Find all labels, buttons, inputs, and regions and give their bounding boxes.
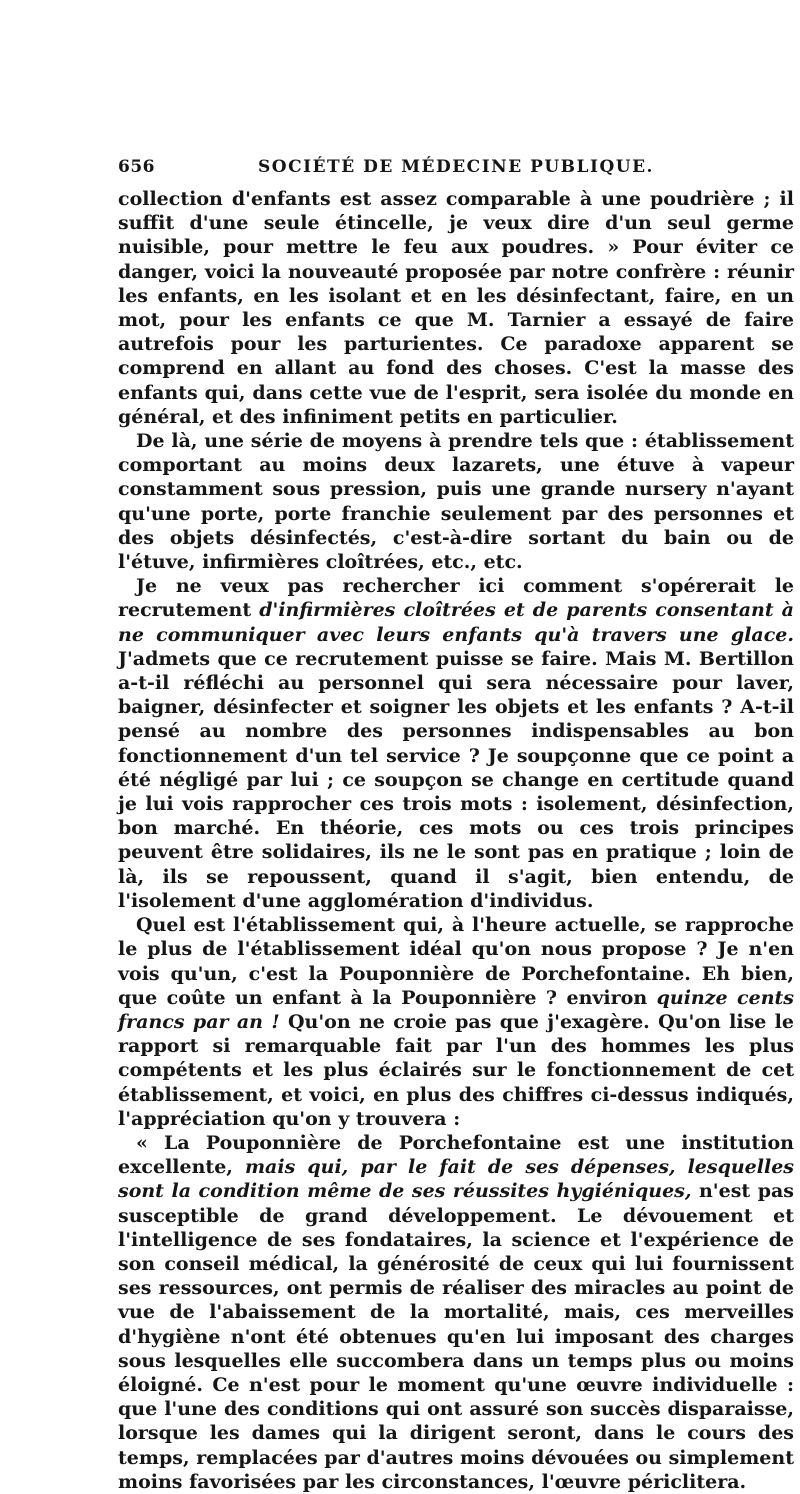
paragraph [118,429,794,574]
text-segment: J'admets que ce recrutement puisse se faire. Mais M. Bertillon a-t-il réfléchi au personnel qui sera nécessaire pour laver, baigner, désinfecter et soigner les objets et les enfants ? A-t-il pensé au nombre des personnes indispensables au bon fonctionnement d'un tel service ? Je soupçonne que ce point a été négligé par lui ; ce soupçon se change en certitude quand je lui vois rapprocher ces trois mots : isolement, désinfection, bon marché. En théorie, ces mots ou ces trois principes peuvent être solidaires, ils ne le sont pas en pratique ; loin de là, ils se repoussent, quand il s'agit, bien entendu, de l'isolement d'une agglomération d'individus. [118,647,794,912]
page-header [118,157,794,181]
text-segment: collection d'enfants est assez comparable à une poudrière ; il suffit d'une seule étincelle, je veux dire d'un seul germe nuisible, pour mettre le feu aux poudres. » Pour éviter ce danger, voici la nouveauté proposée par notre confrère : réunir les enfants, en les isolant et en les désinfectant, faire, en un mot, pour les enfants ce que M. Tarnier a essayé de faire autrefois pour les parturientes. Ce paradoxe apparent se comprend en allant au fond des choses. C'est la masse des enfants qui, dans cette vue de l'esprit, sera isolée du monde en général, et des infiniment petits en particulier. [118,188,794,428]
italic-text: quinze cents francs par an ! [118,986,794,1033]
page-number: 656 [118,157,155,177]
text-segment: n'est pas susceptible de grand développement. Le dévouement et l'intelligence de ses fondataires, la science et l'expérience de son conseil médical, la générosité de ceux qui lui fournissent ses ressources, ont permis de réaliser des miracles au point de vue de l'abaissement de la mortalité, mais, ces merveilles d'hygiène n'ont été obtenues qu'en lui imposant des charges sous lesquelles elle succombera dans un temps plus ou moins éloigné. Ce n'est pour le moment qu'une œuvre individuelle : que l'une des conditions qui ont assuré son succès disparaisse, lorsque les dames qui la dirigent seront, dans le cours des temps, remplacées par d'autres moins dévouées ou simplement moins favorisées par les circonstances, l'œuvre périclitera. [118,1180,794,1493]
paragraph [118,187,794,429]
italic-text: mais qui, par le fait de ses dépenses, lesquelles sont la condition même de ses réussites hygiéniques, [118,1156,794,1203]
text-segment: Quel est l'établissement qui, à l'heure actuelle, se rapproche le plus de l'établissement idéal qu'on nous propose ? Je n'en vois qu'un, c'est la Pouponnière de Porchefontaine. Eh bien, que coûte un enfant à la Pouponnière ? environ [118,914,794,1009]
text-segment: « La Pouponnière de Porchefontaine est une institution excellente, [118,1131,794,1179]
paragraph [118,1131,794,1494]
paragraph [118,574,794,913]
text-segment: Qu'on ne croie pas que j'exagère. Qu'on lise le rapport si remarquable fait par l'un des hommes les plus compétents et les plus éclairés sur le fonctionnement de cet établissement, et voici, en plus des chiffres ci-dessus indiqués, l'appréciation qu'on y trouvera : [118,1010,794,1130]
text-segment: Je ne veux pas rechercher ici comment s'opérerait le recrutement [118,575,794,622]
running-title: SOCIÉTÉ DE MÉDECINE PUBLIQUE. [258,157,654,177]
body-text [118,187,794,1494]
italic-text: d'infirmières cloîtrées et de parents consentant à ne communiquer avec leurs enfants qu'à travers une glace. [118,599,794,646]
text-segment: De là, une série de moyens à prendre tels que : établissement comportant au moins deux lazarets, une étuve à vapeur constamment sous pression, puis une grande nursery n'ayant qu'une porte, porte franchie seulement par des personnes et des objets désinfectés, c'est-à-dire sortant du bain ou de l'étuve, infirmières cloîtrées, etc., etc. [118,430,794,574]
paragraph [118,913,794,1131]
